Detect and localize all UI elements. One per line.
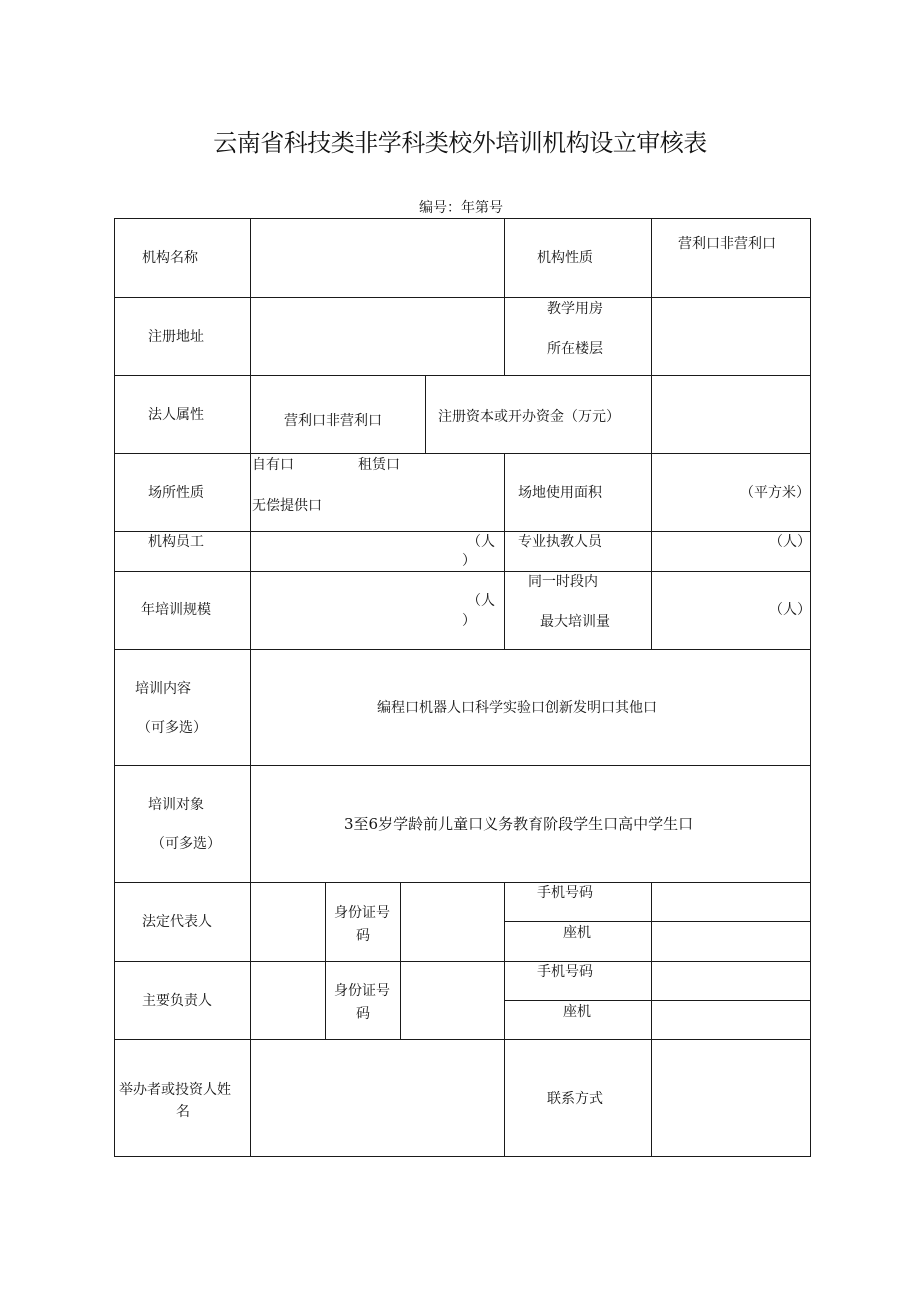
scale-unit-a: （人 [467,593,495,609]
col-line [425,375,426,453]
row-line [114,453,811,454]
venue-own-option[interactable]: 自有口 [252,457,294,473]
training-target-hint: （可多选） [151,836,221,852]
legal-rep-id-label-1: 身份证号 [334,905,390,921]
venue-free-option[interactable]: 无偿提供口 [252,498,322,514]
venue-rent-option[interactable]: 租赁口 [358,457,400,473]
principal-landline-label: 座机 [563,1004,591,1020]
label-principal: 主要负责人 [142,993,212,1009]
legal-attribute-options[interactable]: 营利口非营利口 [284,413,382,429]
table-border-right [810,218,811,1157]
label-sponsor-2: 名 [176,1104,190,1120]
venue-area-unit: （平方米） [740,485,810,501]
label-teachers: 专业执教人员 [518,534,602,550]
row-line [114,882,811,883]
legal-rep-id-label-2: 码 [356,928,370,944]
col-line [504,453,505,649]
row-line [114,765,811,766]
scale-unit-b: ） [462,613,476,629]
label-org-name: 机构名称 [142,250,198,266]
row-line [114,375,811,376]
legal-rep-mobile-label: 手机号码 [537,885,593,901]
table-border-left [114,218,115,1157]
label-sponsor-1: 举办者或投资人姓 [119,1082,231,1098]
label-teaching-floor-2: 所在楼层 [547,341,603,357]
training-content-hint: （可多选） [137,720,207,736]
row-line [114,1039,811,1040]
teachers-unit: （人） [769,534,811,550]
max-capacity-unit: （人） [769,602,811,618]
training-target-options[interactable]: 3至6岁学龄前儿童口义务教育阶段学生口高中学生口 [344,815,694,833]
staff-unit-a: （人 [467,534,495,550]
principal-id-label-2: 码 [356,1006,370,1022]
label-training-content: 培训内容 [135,681,191,697]
label-address: 注册地址 [148,329,204,345]
row-line [504,921,811,922]
training-content-options[interactable]: 编程口机器人口科学实验口创新发明口其他口 [377,700,657,716]
table-border-bottom [114,1156,811,1157]
label-max-capacity-2: 最大培训量 [540,614,610,630]
col-line [325,882,326,1039]
col-line [651,882,652,1157]
org-nature-options[interactable]: 营利口非营利口 [678,236,776,252]
label-venue-nature: 场所性质 [148,485,204,501]
legal-rep-landline-label: 座机 [563,925,591,941]
label-legal-representative: 法定代表人 [142,914,212,930]
label-org-nature: 机构性质 [537,250,593,266]
label-legal-attribute: 法人属性 [148,407,204,423]
label-staff: 机构员工 [148,534,204,550]
row-line [114,961,811,962]
label-contact: 联系方式 [547,1091,603,1107]
col-line [400,882,401,1039]
col-line [651,218,652,649]
row-line [114,571,811,572]
row-line [114,649,811,650]
label-max-capacity-1: 同一时段内 [528,574,598,590]
row-line [114,297,811,298]
staff-unit-b: ） [462,553,476,569]
row-line [114,531,811,532]
col-line [250,218,251,1157]
label-teaching-floor-1: 教学用房 [547,301,603,317]
label-training-target: 培训对象 [148,797,204,813]
principal-mobile-label: 手机号码 [537,964,593,980]
principal-id-label-1: 身份证号 [334,983,390,999]
label-annual-scale: 年培训规模 [141,602,211,618]
label-registered-capital: 注册资本或开办资金（万元） [438,409,620,425]
row-line [504,1000,811,1001]
form-title: 云南省科技类非学科类校外培训机构设立审核表 [213,129,707,157]
table-border-top [114,218,811,219]
col-line [504,882,505,1157]
label-venue-area: 场地使用面积 [518,485,602,501]
col-line [504,218,505,375]
serial-number: 编号：年第号 [419,200,503,216]
